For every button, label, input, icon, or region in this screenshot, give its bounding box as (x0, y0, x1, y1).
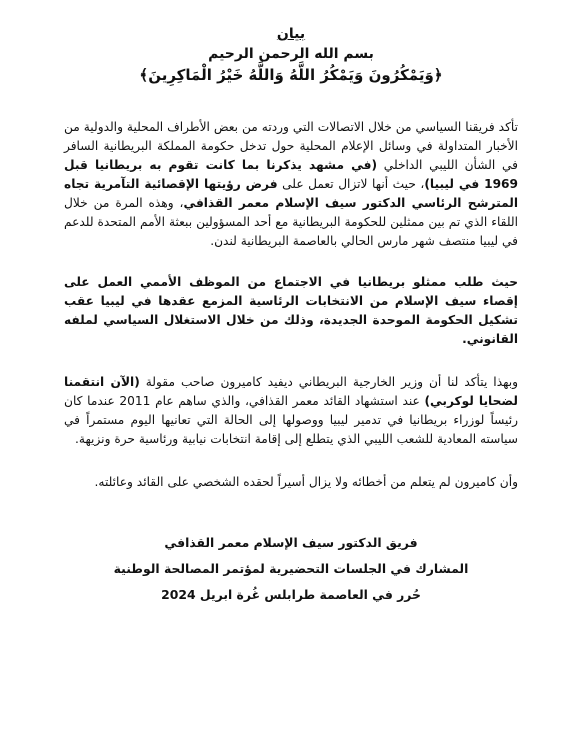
quran-verse: ﴿وَيَمْكُرُونَ وَيَمْكُرُ اللَّهُ وَاللَّهُ خَيْرُ الْمَاكِرِينَ﴾ (139, 66, 443, 84)
paragraph-1-part-e: ، وهذه المرة من خلال اللقاء الذي تم بين ممثلين للحكومة البريطانية مع أحد المسؤولين ببعثة الأمم المتحدة للدعم في ليبيا منتصف شهر مارس الحالي بالعاصمة البريطانية لندن. (64, 196, 518, 248)
paragraph-3 (64, 373, 518, 449)
signature-block (64, 530, 518, 608)
paragraph-1-part-c: ، حيث أنها لاتزال تعمل على (277, 177, 425, 191)
signature-date-place: حُرر في العاصمة طرابلس غُرة ابريل 2024 (161, 587, 421, 602)
paragraph-3-part-a: وبهذا يتأكد لنا أن وزير الخارجية البريطاني ديفيد كاميرون صاحب مقولة (139, 375, 518, 389)
basmala: بسم الله الرحمن الرحيم (208, 46, 374, 62)
paragraph-2: حيث طلب ممثلو بريطانيا في الاجتماع من الموظف الأممي العمل على إقصاء سيف الإسلام من الانتخابات الرئاسية المزمع عقدها في ليبيا عقب تشكيل الحكومة الموحدة الجديدة، وذلك من خلال الاستغلال السياسي لملفه القانوني. (64, 275, 518, 346)
paragraph-4: وأن كاميرون لم يتعلم من أخطائه ولا يزال أسيراً لحقده الشخصي على القائد وعائلته. (94, 475, 518, 489)
paragraph-1-part-a: تأكد فريقنا السياسي من خلال الاتصالات التي وردته من بعض الأطراف المحلية والدولية من الأخبار المتداولة في وسائل الإعلام المحلية حول تدخل حكومة المملكة البريطانية السافر في الشأن الليبي الداخلي (64, 120, 518, 172)
paragraph-1-bold-exclusion: فرض رؤيتها الإقصائية التآمرية تجاه المترشح الرئاسي الدكتور سيف الإسلام معمر القذافي (64, 177, 518, 210)
paragraph-1-bold-1969: (في مشهد يذكرنا بما كانت تقوم به بريطانيا قبل 1969 في ليبيا) (64, 158, 519, 191)
paragraph-1 (64, 118, 518, 251)
signature-team: فريق الدكتور سيف الإسلام معمر القذافي (164, 535, 418, 550)
paragraph-3-bold-quote: (الآن انتقمنا لضحايا لوكربي) (64, 375, 518, 408)
document-title: بيان (276, 26, 306, 42)
paragraph-3-part-c: عند استشهاد القائد معمر القذافي، والذي ساهم عام 2011 عندما كان رئيساً لوزراء بريطانيا في تدمير ليبيا ووصولها إلى الحالة التي تعانيها اليوم مستمراً في سياسته المعادية للشعب الليبي الذي يتطلع إلى إقامة انتخابات نيابية ورئاسية حرة ونزيهة. (64, 394, 518, 446)
signature-participation: المشارك في الجلسات التحضيرية لمؤتمر المصالحة الوطنية (113, 561, 469, 576)
